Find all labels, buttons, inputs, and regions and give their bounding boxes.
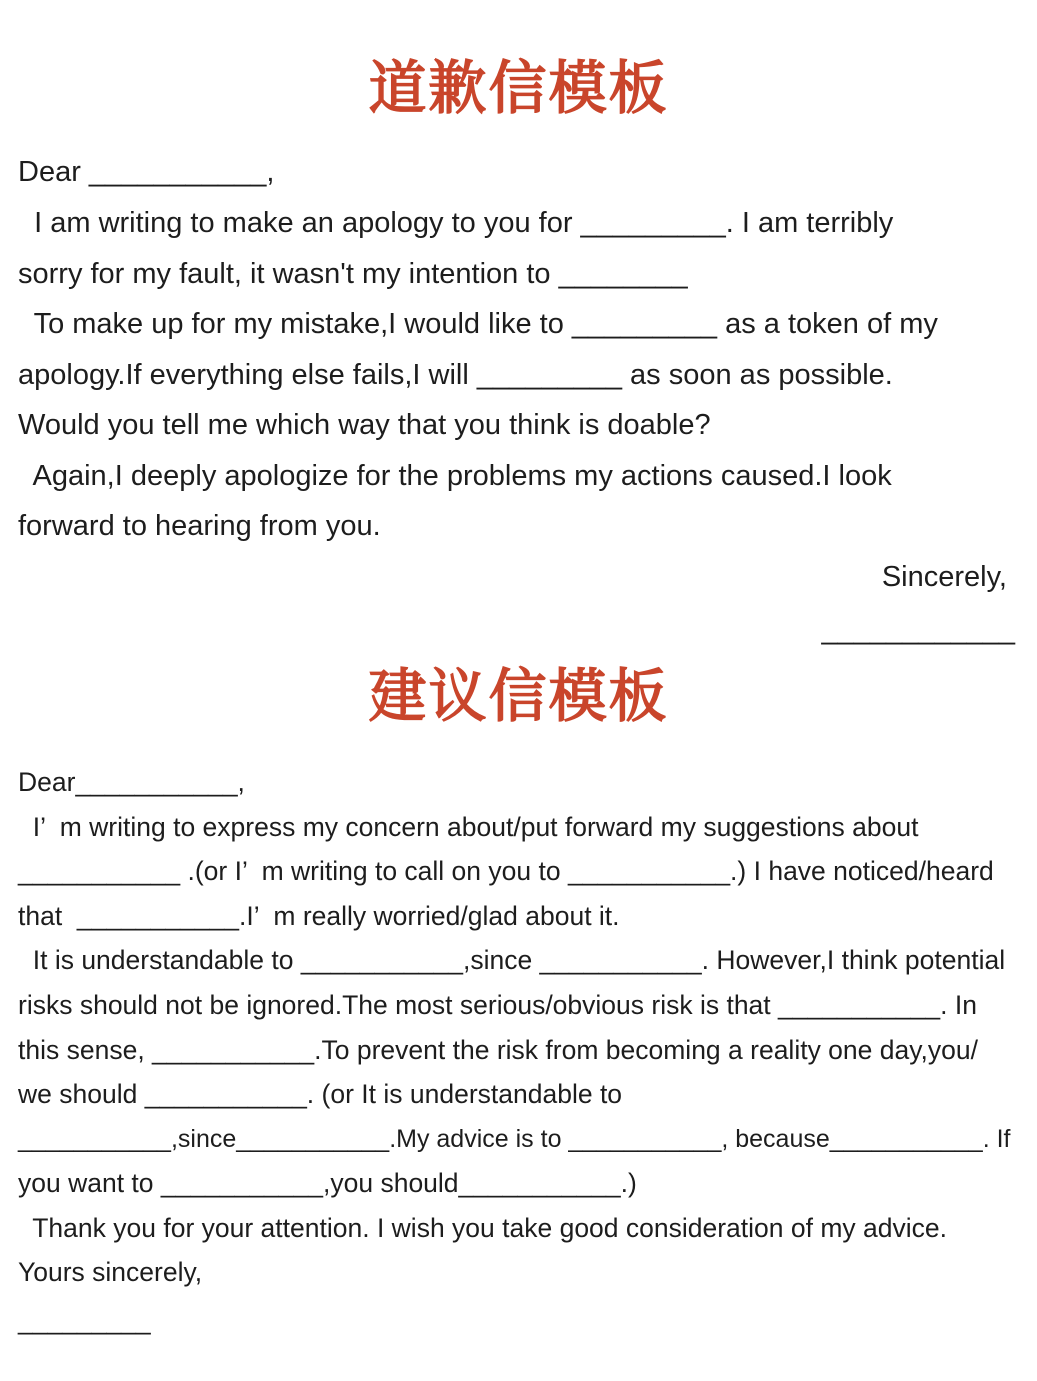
apology-line: Would you tell me which way that you think is doable? xyxy=(18,409,711,441)
suggestion-line: Thank you for your attention. I wish you take good consideration of my advice. xyxy=(18,1213,948,1243)
suggestion-line: I’ m writing to express my concern about/put forward my suggestions about xyxy=(18,812,919,842)
suggestion-line: that ___________.I’ m really worried/glad about it. xyxy=(18,901,620,931)
suggestion-line: It is understandable to ___________,since ___________. However,I think potential xyxy=(18,945,1006,975)
apology-line: Again,I deeply apologize for the problems my actions caused.I look xyxy=(18,460,892,492)
suggestion-line: ___________,since___________.My advice is to ___________, because___________. If xyxy=(18,1125,1011,1153)
apology-line: Dear ___________, xyxy=(18,156,275,188)
suggestion-line: Dear___________, xyxy=(18,767,245,797)
apology-line: sorry for my fault, it wasn't my intention to ________ xyxy=(18,258,688,290)
apology-signature-blank: ____________ xyxy=(821,614,1015,646)
suggestion-line: we should ___________. (or It is understandable to xyxy=(18,1079,623,1109)
apology-line: apology.If everything else fails,I will _________ as soon as possible. xyxy=(18,359,893,391)
suggestion-line: this sense, ___________.To prevent the risk from becoming a reality one day,you/ xyxy=(18,1035,978,1065)
suggestion-closing: Yours sincerely, xyxy=(18,1257,203,1287)
suggestion-title: 建议信模板 xyxy=(368,662,669,730)
apology-closing: Sincerely, xyxy=(881,561,1007,593)
apology-line: I am writing to make an apology to you for _________. I am terribly xyxy=(18,207,894,239)
suggestion-signature-blank: _________ xyxy=(18,1305,151,1335)
suggestion-line: you want to ___________,you should___________.) xyxy=(18,1168,637,1198)
apology-line: forward to hearing from you. xyxy=(18,510,381,542)
suggestion-line: ___________ .(or I’ m writing to call on you to ___________.) I have noticed/heard xyxy=(18,856,994,886)
apology-title: 道歉信模板 xyxy=(368,54,669,122)
apology-line: To make up for my mistake,I would like to _________ as a token of my xyxy=(18,308,938,340)
suggestion-line: risks should not be ignored.The most serious/obvious risk is that ___________. In xyxy=(18,990,977,1020)
